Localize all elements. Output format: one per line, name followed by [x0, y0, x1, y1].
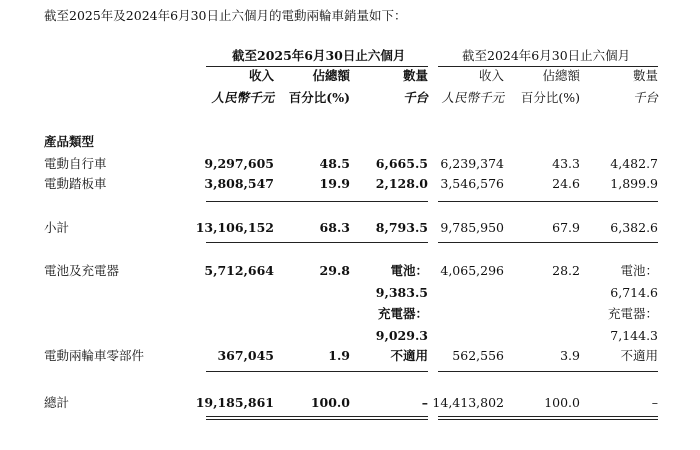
subtotal-qty-2024: 6,382.6 — [610, 220, 658, 235]
subtotal-pct-2025: 68.3 — [319, 220, 350, 235]
charger-qty-label-2025: 充電器： — [377, 306, 428, 321]
escooter-rev-2024: 3,546,576 — [440, 176, 504, 191]
row-label-battery-charger: 電池及充電器 — [44, 263, 120, 278]
escooter-rev-2025: 3,808,547 — [204, 176, 274, 191]
total-rev-2024: 14,413,802 — [432, 395, 504, 410]
col-share-unit-2024: 百分比(%) — [520, 90, 580, 105]
parts-qty-2024: 不適用 — [620, 348, 658, 363]
total-rev-2025: 19,185,861 — [195, 395, 274, 410]
col-qty-unit-2024: 千台 — [632, 90, 658, 105]
col-revenue-2025: 收入 — [248, 68, 274, 83]
subtotal-rev-2024: 9,785,950 — [440, 220, 504, 235]
escooter-pct-2025: 19.9 — [319, 176, 350, 191]
section-product-type: 產品類型 — [44, 134, 95, 149]
escooter-qty-2024: 1,899.9 — [610, 176, 658, 191]
row-label-parts: 電動兩輪車零部件 — [44, 348, 145, 363]
escooter-pct-2024: 24.6 — [552, 176, 580, 191]
row-label-total: 總計 — [44, 395, 70, 410]
period-2024-header: 截至2024年6月30日止六個月 — [462, 48, 631, 63]
parts-pct-2025: 1.9 — [328, 348, 350, 363]
col-share-2024: 佔總額 — [542, 68, 580, 83]
battery-pct-2025: 29.8 — [319, 263, 350, 278]
subtotal-bottom-rule-2024 — [438, 242, 658, 243]
parts-rev-2025: 367,045 — [217, 348, 274, 363]
battery-qty-2024: 6,714.6 — [610, 285, 658, 300]
total-rule-2024 — [438, 371, 658, 372]
col-revenue-unit-2025: 人民幣千元 — [211, 90, 274, 105]
col-qty-unit-2025: 千台 — [402, 90, 428, 105]
charger-qty-label-2024: 充電器： — [607, 306, 658, 321]
subtotal-rule-2024 — [438, 201, 658, 202]
col-qty-2024: 數量 — [632, 68, 658, 83]
battery-qty-2025: 9,383.5 — [375, 285, 428, 300]
battery-qty-label-2025: 電池： — [390, 263, 428, 278]
col-share-2025: 佔總額 — [312, 68, 350, 83]
col-qty-2025: 數量 — [402, 68, 428, 83]
col-share-unit-2025: 百分比(%) — [288, 90, 350, 105]
battery-rev-2025: 5,712,664 — [204, 263, 274, 278]
ebike-pct-2024: 43.3 — [552, 156, 580, 171]
total-qty-2025: – — [421, 395, 428, 410]
col-revenue-unit-2024: 人民幣千元 — [441, 90, 504, 105]
total-pct-2024: 100.0 — [544, 395, 580, 410]
total-double-rule-2025 — [206, 416, 428, 420]
subtotal-pct-2024: 67.9 — [552, 220, 580, 235]
charger-qty-2024: 7,144.3 — [610, 328, 658, 343]
ebike-rev-2025: 9,297,605 — [204, 156, 274, 171]
header-underline-2025 — [206, 66, 428, 67]
battery-rev-2024: 4,065,296 — [440, 263, 504, 278]
header-underline-2024 — [438, 66, 658, 67]
subtotal-bottom-rule-2025 — [206, 242, 428, 243]
parts-pct-2024: 3.9 — [560, 348, 580, 363]
period-2025-header: 截至2025年6月30日止六個月 — [232, 48, 406, 63]
subtotal-rule-2025 — [206, 201, 428, 202]
row-label-subtotal: 小計 — [44, 220, 70, 235]
row-label-escooter: 電動踏板車 — [44, 176, 107, 191]
charger-qty-2025: 9,029.3 — [375, 328, 428, 343]
total-double-rule-2024 — [438, 416, 658, 420]
total-qty-2024: – — [651, 395, 658, 410]
col-revenue-2024: 收入 — [478, 68, 504, 83]
parts-rev-2024: 562,556 — [452, 348, 504, 363]
ebike-qty-2024: 4,482.7 — [610, 156, 658, 171]
row-label-ebike: 電動自行車 — [44, 156, 107, 171]
ebike-qty-2025: 6,665.5 — [375, 156, 428, 171]
total-pct-2025: 100.0 — [310, 395, 350, 410]
total-rule-2025 — [206, 371, 428, 372]
ebike-pct-2025: 48.5 — [319, 156, 350, 171]
intro-text: 截至2025年及2024年6月30日止六個月的電動兩輪車銷量如下： — [44, 8, 407, 23]
battery-pct-2024: 28.2 — [552, 263, 580, 278]
ebike-rev-2024: 6,239,374 — [440, 156, 504, 171]
battery-qty-label-2024: 電池： — [620, 263, 658, 278]
subtotal-qty-2025: 8,793.5 — [375, 220, 428, 235]
escooter-qty-2025: 2,128.0 — [375, 176, 428, 191]
parts-qty-2025: 不適用 — [390, 348, 428, 363]
subtotal-rev-2025: 13,106,152 — [195, 220, 274, 235]
